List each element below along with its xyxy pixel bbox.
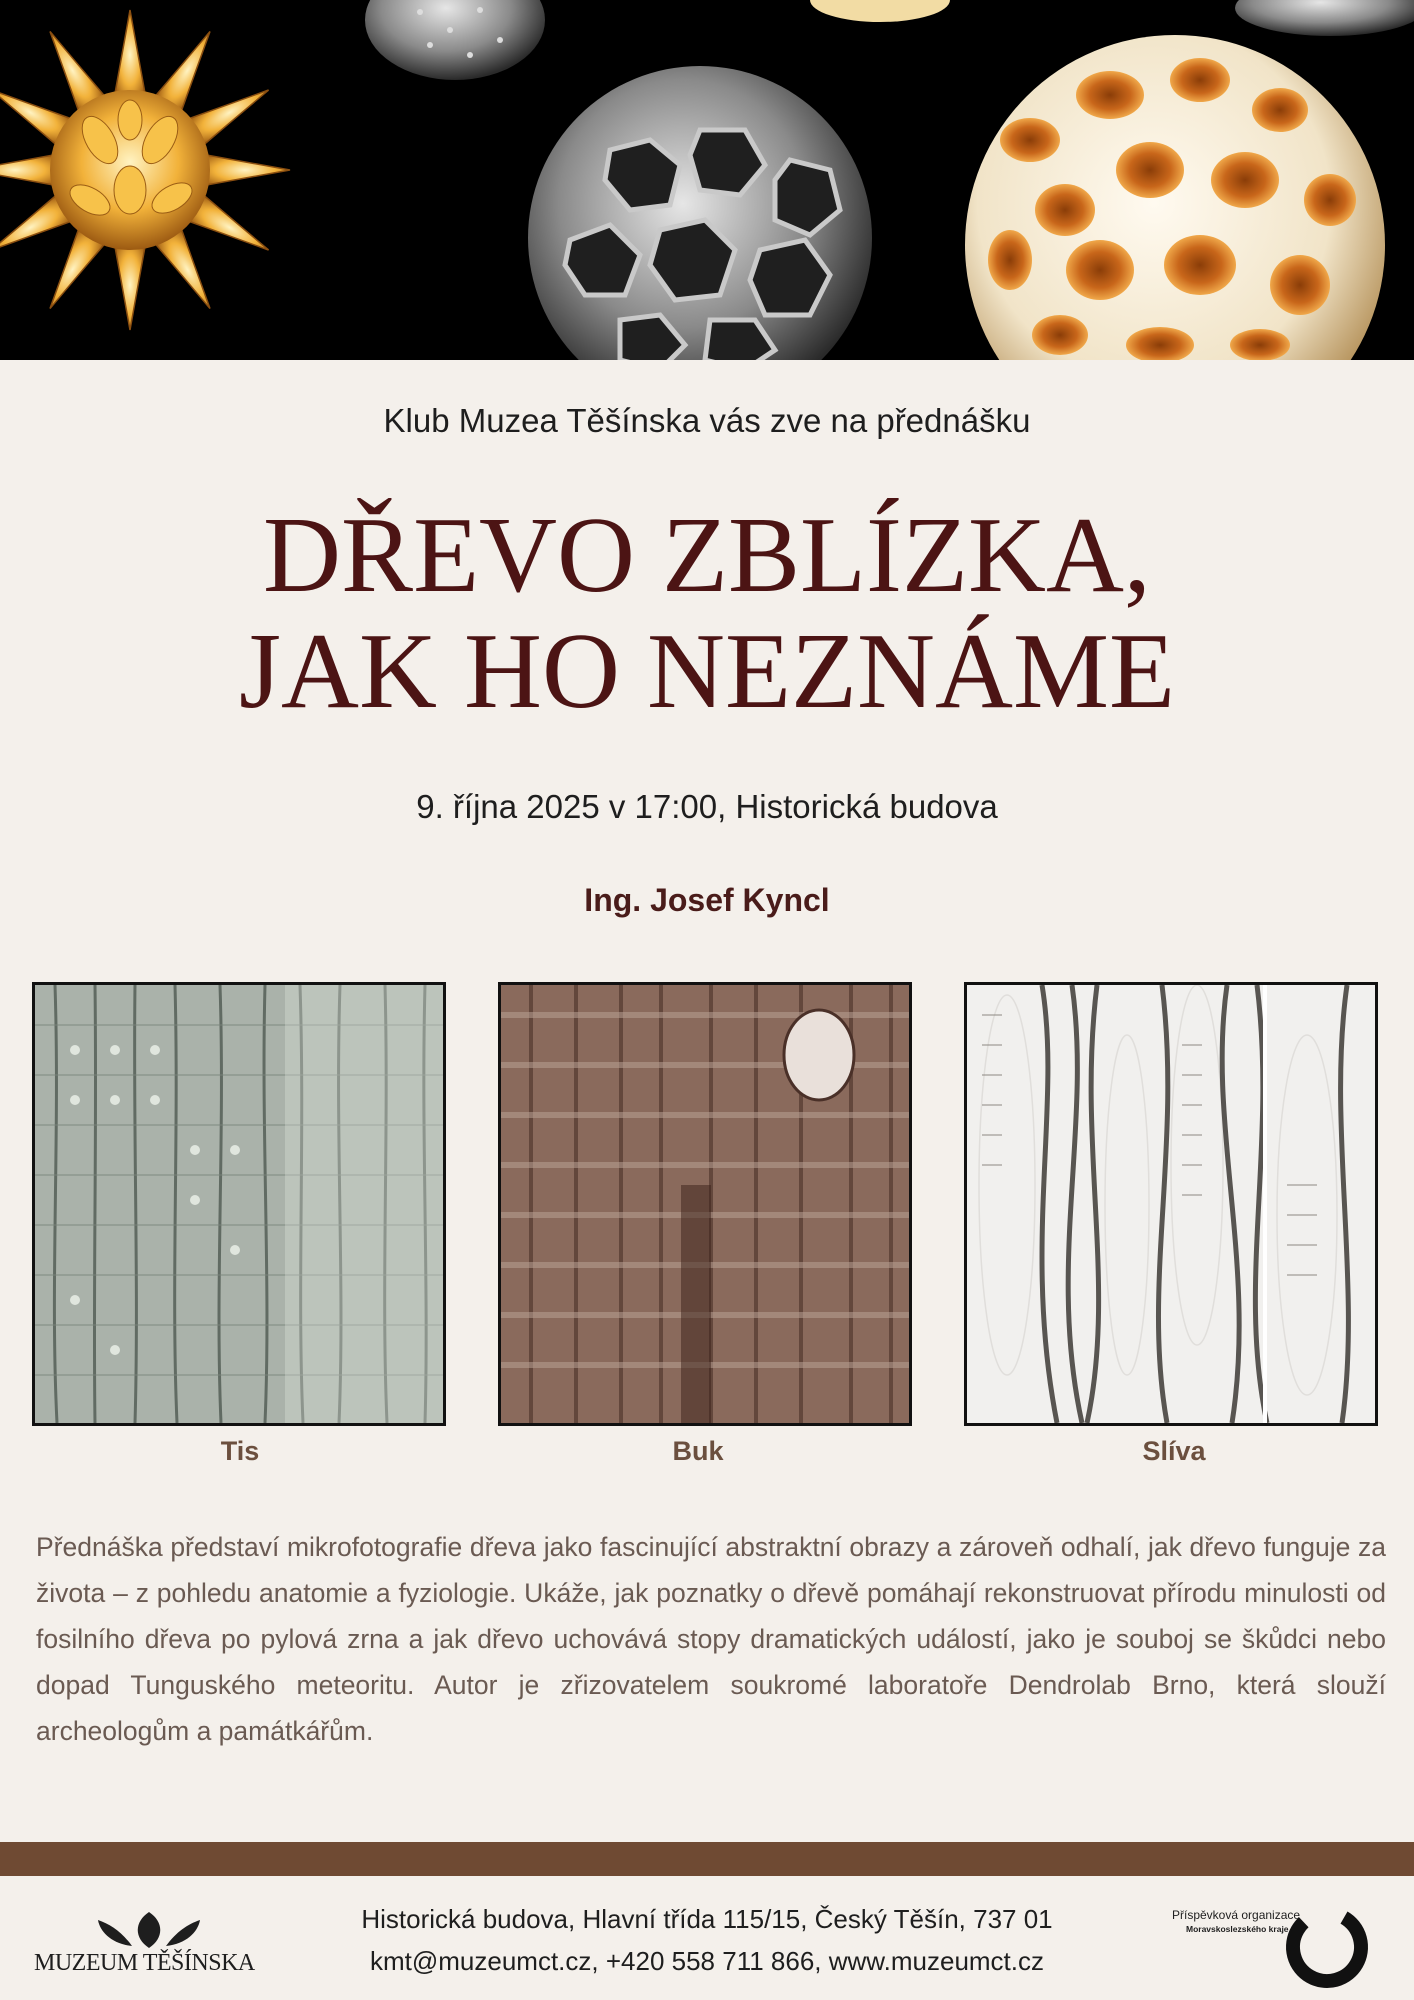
invitation-text: Klub Muzea Těšínska vás zve na přednášku — [383, 402, 1031, 439]
region-org-logo — [1172, 1908, 1372, 1988]
grey-pollen-small — [365, 0, 545, 80]
plum-wood-micrograph — [964, 982, 1378, 1426]
event-title — [0, 498, 1414, 730]
org-line-1: Příspěvková organizace — [1172, 1908, 1301, 1922]
caption-buk: Buk — [672, 1436, 724, 1466]
beech-wood-micrograph — [498, 982, 912, 1426]
spiky-pollen — [0, 10, 290, 330]
lecture-description: Přednáška představí mikrofotografie dřeva jako fascinující abstraktní obrazy a zároveň odhalí, jak dřevo funguje za života – z pohledu anatomie a fyziologie. Ukáže, jak poznatky o dřevě pomáhají rekonstruovat přírodu minulosti od fosilního dřeva po pylová zrna a jak dřevo uchovává stopy dramatických událostí, jako je souboj se škůdci nebo dopad Tunguského meteoritu. Autor je zřizovatelem soukromé laboratoře Dendrolab Brno, která slouží archeologům a památkářům. — [36, 1532, 1386, 1746]
museum-logo-text: MUZEUM TĚŠÍNSKA — [34, 1950, 255, 1976]
reticulate-pollen — [528, 66, 872, 360]
org-line-2: Moravskoslezského kraje — [1186, 1924, 1289, 1934]
yew-wood-micrograph — [32, 982, 446, 1426]
footer-address: Historická budova, Hlavní třída 115/15, Český Těšín, 737 01 — [361, 1904, 1053, 1934]
footer-contact-line: kmt@muzeumct.cz, +420 558 711 866, www.muzeumct.cz — [369, 1946, 1045, 1976]
title-line-2: JAK HO NEZNÁME — [239, 612, 1175, 731]
title-line-1: DŘEVO ZBLÍZKA, — [263, 496, 1151, 615]
footer-bar — [0, 1842, 1414, 1876]
speaker-name: Ing. Josef Kyncl — [584, 882, 830, 918]
caption-tis: Tis — [220, 1436, 260, 1466]
pollen-hero-image — [0, 0, 1414, 360]
pollen-fragment — [1235, 0, 1414, 36]
pollen-grains-illustration — [0, 0, 1414, 360]
caption-sliva: Slíva — [1142, 1436, 1206, 1466]
pollen-fragment — [810, 0, 950, 22]
event-datetime: 9. října 2025 v 17:00, Historická budova — [416, 788, 998, 825]
region-ring-icon — [1282, 1902, 1372, 1992]
perforated-pollen — [965, 35, 1385, 360]
